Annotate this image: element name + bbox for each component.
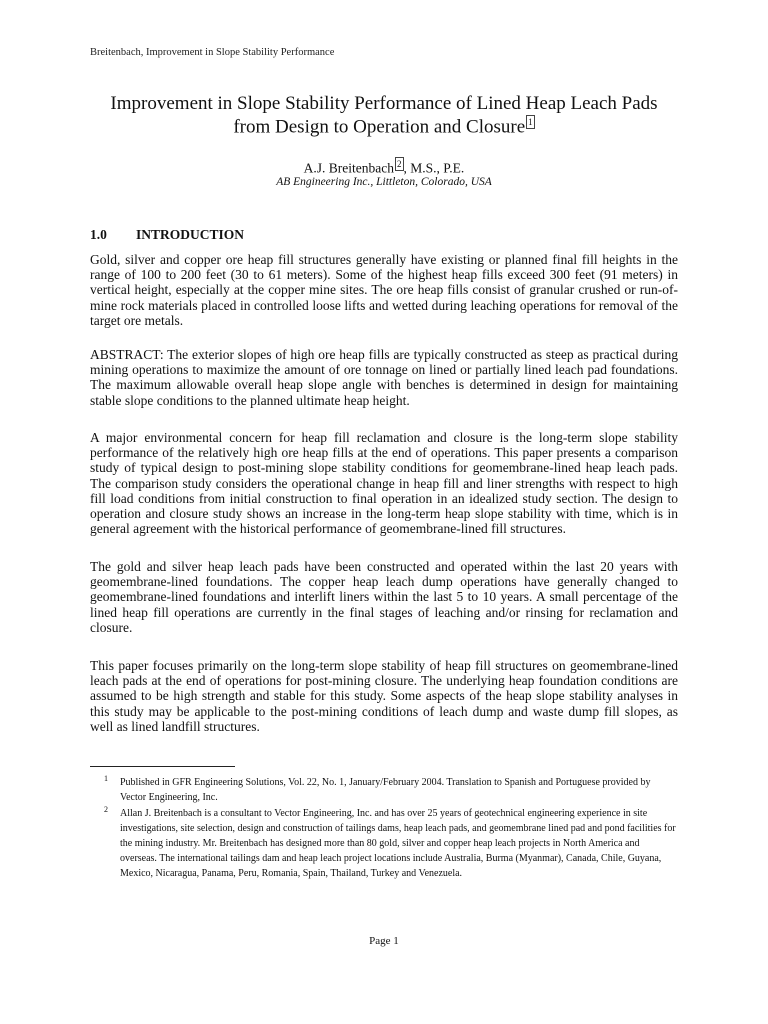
footnote-mark: 1 (104, 774, 108, 783)
author-credentials: , M.S., P.E. (403, 160, 465, 176)
footnote-text: Allan J. Breitenbach is a consultant to Vector Engineering, Inc. and has over 25 years of geotechnical engineering experience in site investigations, site selection, design and construction of tailings dams, heap leach pads, and geomembrane lined pad and pond facilities for the mining industry. Mr. Breitenbach has designed more than 80 gold, silver and copper heap leach projects in North America and overseas. The international tailings dam and heap leach project locations include Australia, Burma (Myanmar), Canada, Chile, Guyana, Mexico, Nicaragua, Panama, Peru, Romania, Spain, Thailand, Turkey and Venezuela. (120, 808, 676, 879)
footnote (90, 806, 678, 881)
author-affiliation: AB Engineering Inc., Littleton, Colorado, USA (276, 176, 492, 188)
page-number: Page 1 (369, 935, 399, 947)
title-line-1: Improvement in Slope Stability Performance of Lined Heap Leach Pads (110, 93, 658, 114)
title-line-2-text: from Design to Operation and Closure (233, 116, 526, 138)
author-name: A.J. Breitenbach (303, 160, 395, 176)
paragraph: Gold, silver and copper ore heap fill structures generally have existing or planned final fill heights in the range of 100 to 200 feet (30 to 61 meters). Some of the highest heap fills exceed 300 feet (91 meters) in vertical height, especially at the copper mine sites. The ore heap fills consist of granular crushed or run-of-mine rock materials placed in controlled loose lifts and wetted during leaching operations for removal of the target ore metals. (90, 252, 678, 328)
footnote-divider (90, 766, 235, 767)
paragraph: A major environmental concern for heap fill reclamation and closure is the long-term slope stability performance of the relatively high ore heap fills at the end of operations. This paper presents a comparison study of typical design to post-mining slope stability conditions for geomembrane-lined heap leach pads. The comparison study considers the operational change in heap fill and liner strengths with respect to high fill load conditions from initial construction to final operation in an idealized study section. The design to operation and closure study shows an increase in the long-term heap slope stability with time, which is in general agreement with the historical performance of geomembrane-lined fill structures. (90, 430, 678, 537)
section-number: 1.0 (90, 227, 107, 242)
paper-title (60, 92, 708, 138)
footnote-text: Published in GFR Engineering Solutions, Vol. 22, No. 1, January/February 2004. Translation to Spanish and Portuguese provided by Vector Engineering, Inc. (120, 777, 651, 803)
footnote (90, 775, 678, 805)
footnote-mark: 2 (104, 805, 108, 814)
paragraph: The gold and silver heap leach pads have been constructed and operated within the last 20 years with geomembrane-lined foundations. The copper heap leach dump operations have generally changed to geomembrane-lined foundations and interlift liners within the last 5 to 10 years. A small percentage of the lined heap fill operations are currently in the final stages of leaching and/or rinsing for reclamation and closure. (90, 559, 678, 635)
abstract-paragraph: ABSTRACT: The exterior slopes of high ore heap fills are typically constructed as steep as practical during mining operations to maximize the amount of ore tonnage on lined or partially lined leach pad foundations. The maximum allowable overall heap slope angle with benches is determined in design for maintaining stable slope conditions to the planned ultimate heap height. (90, 347, 678, 408)
author-footnote-mark[interactable]: 2 (397, 159, 402, 169)
author-line (0, 157, 768, 177)
paragraph: This paper focuses primarily on the long-term slope stability of heap fill structures on geomembrane-lined leach pads at the end of operations for post-mining closure. The underlying heap foundation conditions are assumed to be high strength and stable for this study. Some aspects of the heap slope stability analyses in this study may be applicable to the post-mining conditions of leach dump and waste dump fill slopes, as well as lined landfill structures. (90, 658, 678, 734)
running-head: Breitenbach, Improvement in Slope Stability Performance (90, 47, 335, 58)
section-heading (90, 227, 244, 243)
title-line-2 (60, 115, 708, 138)
title-footnote-mark[interactable]: 1 (528, 117, 533, 127)
section-title: INTRODUCTION (136, 227, 245, 242)
